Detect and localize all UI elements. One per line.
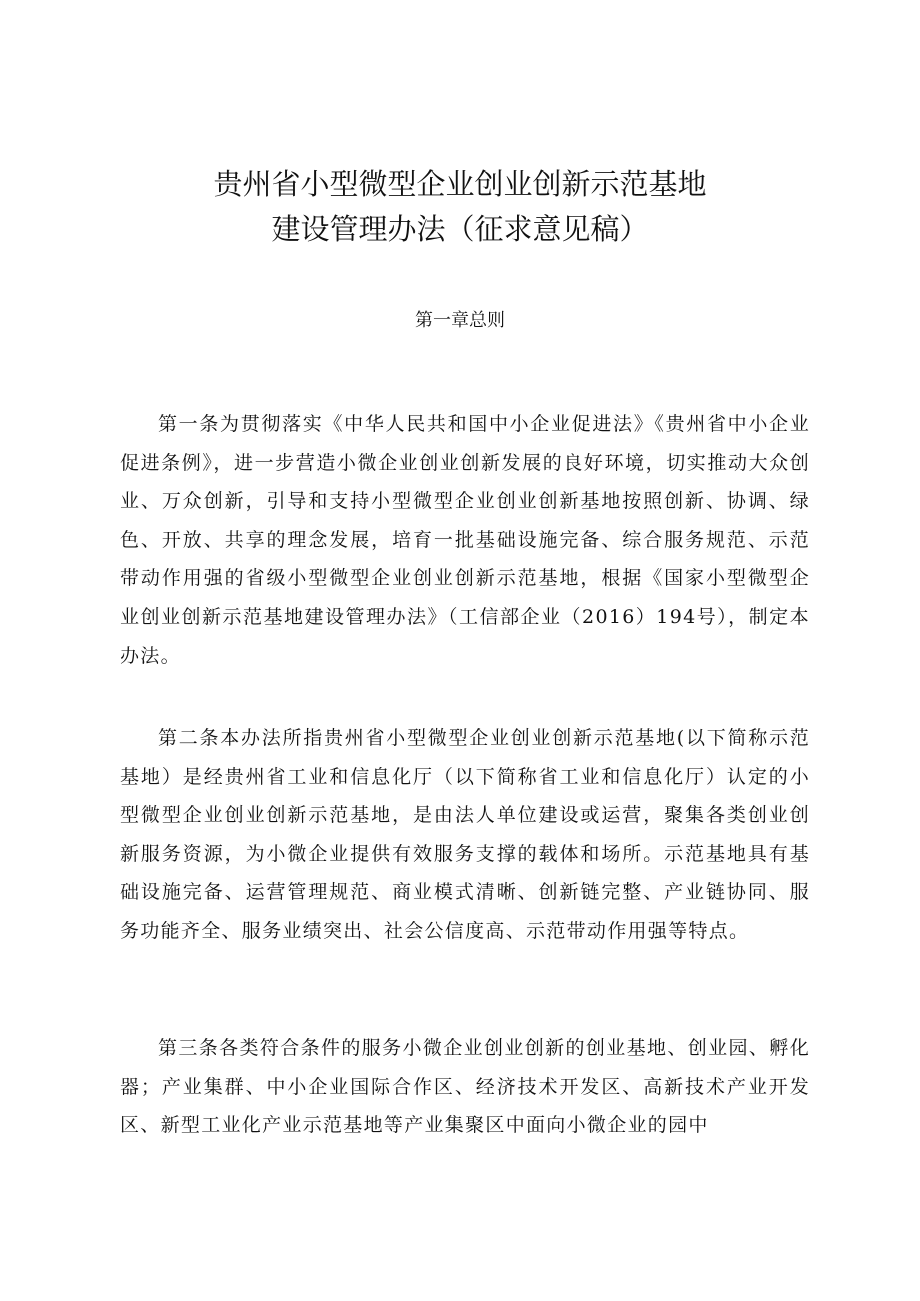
document-title-line-2: 建设管理办法（征求意见稿）	[271, 212, 649, 246]
article-2-paragraph: 第二条本办法所指贵州省小型微型企业创业创新示范基地(以下简称示范基地）是经贵州省工业和信息化厅（以下简称省工业和信息化厅）认定的小型微型企业创业创新示范基地，是由法人单位建设或运营，聚集各类创业创新服务资源，为小微企业提供有效服务支撑的载体和场所。示范基地具有基础设施完备、运营管理规范、商业模式清晰、创新链完整、产业链协同、服务功能齐全、服务业绩突出、社会公信度高、示范带动作用强等特点。	[120, 727, 810, 942]
document-title-line-1: 贵州省小型微型企业创业创新示范基地	[213, 167, 707, 201]
article-1-paragraph: 第一条为贯彻落实《中华人民共和国中小企业促进法》《贵州省中小企业促进条例》，进一步营造小微企业创业创新发展的良好环境，切实推动大众创业、万众创新，引导和支持小型微型企业创业创新基地按照创新、协调、绿色、开放、共享的理念发展，培育一批基础设施完备、综合服务规范、示范带动作用强的省级小型微型企业创业创新示范基地，根据《国家小型微型企业创业创新示范基地建设管理办法》（工信部企业（2016）194号），制定本办法。	[120, 413, 810, 667]
article-3-paragraph: 第三条各类符合条件的服务小微企业创业创新的创业基地、创业园、孵化器；产业集群、中小企业国际合作区、经济技术开发区、高新技术产业开发区、新型工业化产业示范基地等产业集聚区中面向小微企业的园中	[120, 1037, 810, 1137]
chapter-heading: 第一章总则	[415, 310, 505, 331]
